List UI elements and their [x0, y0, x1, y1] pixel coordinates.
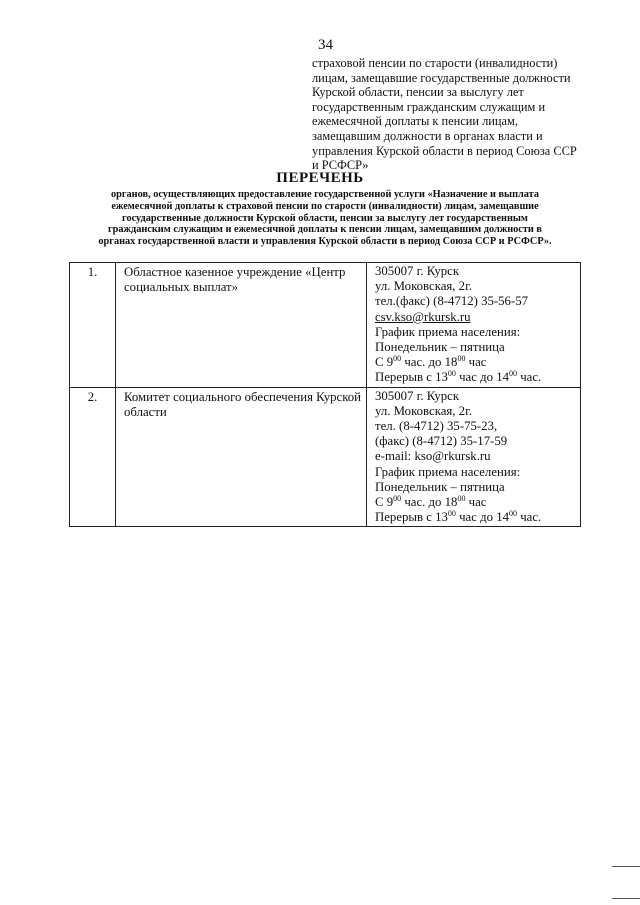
organizations-table [69, 262, 581, 527]
scan-edge-mark [612, 898, 640, 899]
organization-contacts [367, 263, 581, 388]
header-note [312, 56, 582, 173]
page-number: 34 [318, 37, 333, 53]
row-number: 1. [70, 263, 116, 388]
table-row [70, 263, 581, 388]
working-hours: С $9^{00}$ час. до $18^{00}$ час [375, 354, 487, 370]
subtitle-line: органах государственной власти и управления Курской области в период Союза ССР и РСФСР». [98, 236, 552, 248]
header-note-line: лицам, замещавшие государственные должности [312, 70, 571, 85]
organization-name: Комитет социального обеспечения Курской области [116, 387, 367, 527]
subtitle-line: ежемесячной доплаты к страховой пенсии по старости (инвалидности) лицам, замещавшие [111, 200, 539, 212]
break-hours: Перерыв с $13^{00}$ час до $14^{00}$ час. [375, 509, 542, 525]
street-address: ул. Моковская, 2г. [375, 279, 473, 294]
postal-address: 305007 г. Курск [375, 264, 460, 278]
schedule-label: График приема населения: [375, 464, 521, 479]
table-row [70, 387, 581, 527]
working-hours: С $9^{00}$ час. до $18^{00}$ час [375, 494, 487, 510]
header-note-line: управления Курской области в период Союза ССР [312, 143, 577, 158]
phone-fax: тел.(факс) (8-4712) 35-56-57 [375, 294, 529, 309]
header-note-line: замещавшим должности в органах власти и [312, 128, 543, 143]
header-note-line: государственным гражданским служащим и [312, 99, 546, 114]
row-number: 2. [70, 387, 116, 527]
header-note-line: страховой пенсии по старости (инвалидности) [312, 56, 558, 70]
subtitle-line: гражданским служащим и ежемесячной доплаты к пенсии лицам, замещавшим должности в [108, 224, 542, 236]
header-note-line: и РСФСР» [312, 158, 369, 173]
fax: (факс) (8-4712) 35-17-59 [375, 434, 508, 449]
document-subtitle [80, 189, 570, 248]
postal-address: 305007 г. Курск [375, 388, 460, 403]
header-note-line: Курской области, пенсии за выслугу лет [312, 85, 524, 100]
scan-edge-mark [612, 866, 640, 867]
email-text[interactable]: e-mail: kso@rkursk.ru [375, 449, 491, 464]
organization-name: Областное казенное учреждение «Центр социальных выплат» [116, 263, 367, 388]
email-link[interactable]: csv.kso@rkursk.ru [375, 309, 471, 324]
phone: тел. (8-4712) 35-75-23, [375, 419, 498, 434]
working-days: Понедельник – пятница [375, 479, 505, 494]
document-title: ПЕРЕЧЕНЬ [276, 170, 364, 186]
schedule-label: График приема населения: [375, 324, 521, 339]
break-hours: Перерыв с $13^{00}$ час до $14^{00}$ час. [375, 369, 542, 385]
street-address: ул. Моковская, 2г. [375, 403, 473, 418]
subtitle-line: органов, осуществляющих предоставление государственной услуги «Назначение и выплата [110, 189, 539, 200]
organization-contacts [367, 387, 581, 527]
subtitle-line: государственные должности Курской области, пенсии за выслугу лет государственным [122, 212, 528, 224]
header-note-line: ежемесячной доплаты к пенсии лицам, [312, 114, 518, 129]
working-days: Понедельник – пятница [375, 340, 505, 355]
